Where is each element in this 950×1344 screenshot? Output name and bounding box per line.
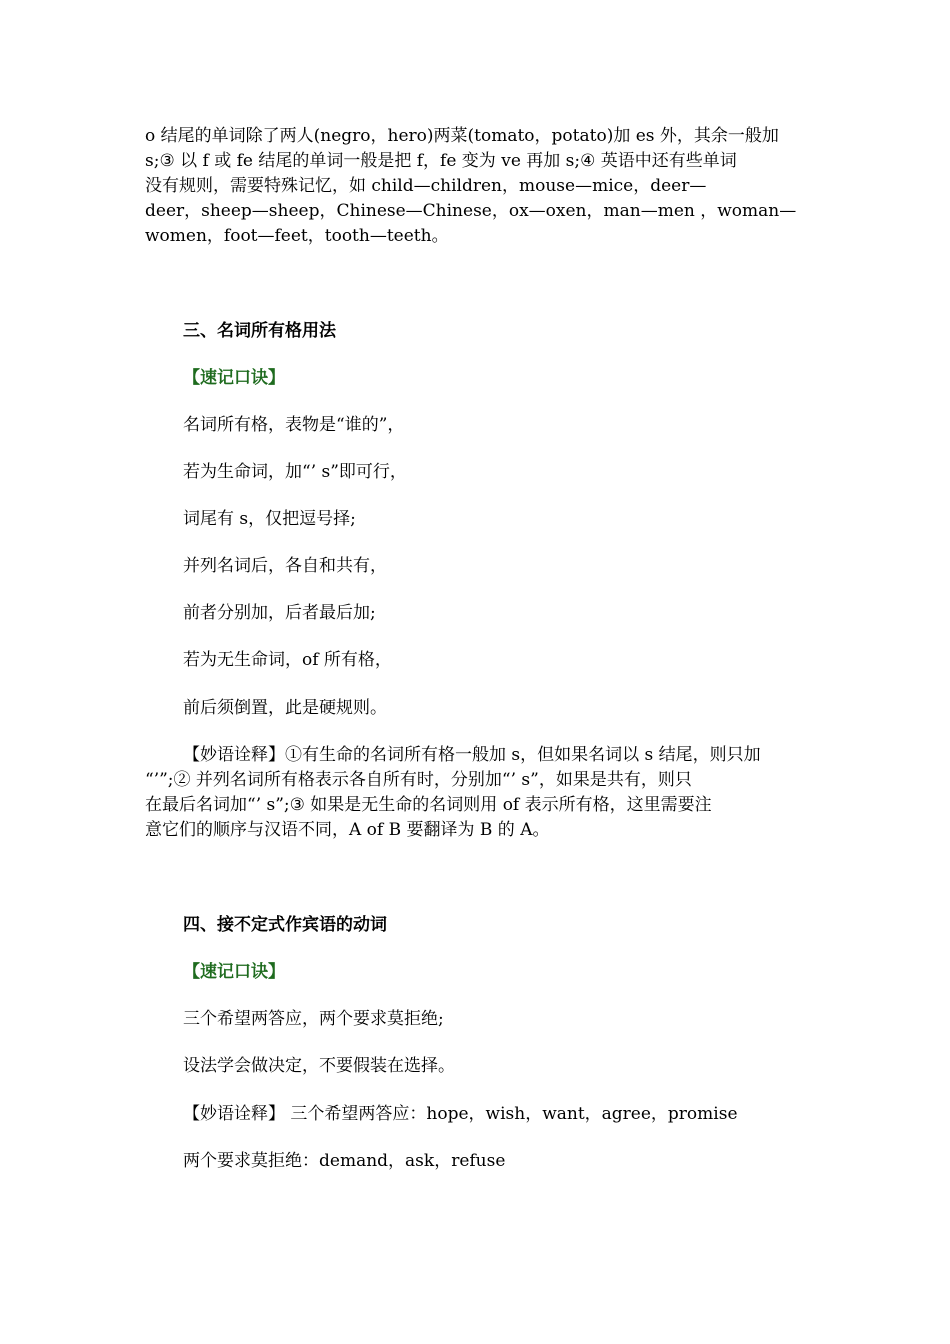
intro-line: o 结尾的单词除了两人(negro，hero)两菜(tomato，potato)加 es 外，其余一般加 [145, 126, 779, 146]
section3-verse: 若为无生命词，of 所有格， [183, 650, 392, 670]
section3-verse: 若为生命词，加“’ s”即可行， [183, 462, 407, 482]
section3-verse: 词尾有 s，仅把逗号择; [183, 509, 356, 529]
section4-verse: 三个希望两答应，两个要求莫拒绝; [183, 1009, 444, 1029]
intro-line: women，foot—feet，tooth—teeth。 [145, 226, 449, 246]
intro-line: deer，sheep—sheep，Chinese—Chinese，ox—oxen，man—men ，woman— [145, 201, 797, 221]
section4-mnemonic-label: 【速记口诀】 [183, 962, 285, 982]
intro-paragraph [145, 124, 810, 249]
section4-explanation-line: 两个要求莫拒绝：demand，ask，refuse [183, 1151, 506, 1171]
section3-mnemonic-label: 【速记口诀】 [183, 368, 285, 388]
explanation-line: 【妙语诠释】①有生命的名词所有格一般加 s，但如果名词以 s 结尾，则只加 [183, 745, 761, 765]
section3-verse: 名词所有格，表物是“谁的”， [183, 415, 405, 435]
explanation-line: 在最后名词加“’ s”;③ 如果是无生命的名词则用 of 表示所有格，这里需要注 [145, 795, 712, 815]
section3-title: 三、名词所有格用法 [183, 321, 336, 341]
intro-line: s;③ 以 f 或 fe 结尾的单词一般是把 f，fe 变为 ve 再加 s;④ 英语中还有些单词 [145, 151, 737, 171]
section4-title: 四、接不定式作宾语的动词 [183, 915, 387, 935]
intro-line: 没有规则，需要特殊记忆，如 child—children，mouse—mice，deer— [145, 176, 707, 196]
section3-verse: 前后须倒置，此是硬规则。 [183, 698, 387, 718]
explanation-line: “’”;② 并列名词所有格表示各自所有时，分别加“’ s”，如果是共有，则只 [145, 770, 692, 790]
section3-verse: 并列名词后，各自和共有， [183, 556, 387, 576]
section4-explanation-line: 【妙语诠释】 三个希望两答应：hope，wish，want，agree，promise [183, 1104, 738, 1124]
section4-verse: 设法学会做决定，不要假装在选择。 [183, 1056, 455, 1076]
explanation-line: 意它们的顺序与汉语不同，A of B 要翻译为 B 的 A。 [145, 820, 550, 840]
section3-verse: 前者分别加，后者最后加; [183, 603, 376, 623]
